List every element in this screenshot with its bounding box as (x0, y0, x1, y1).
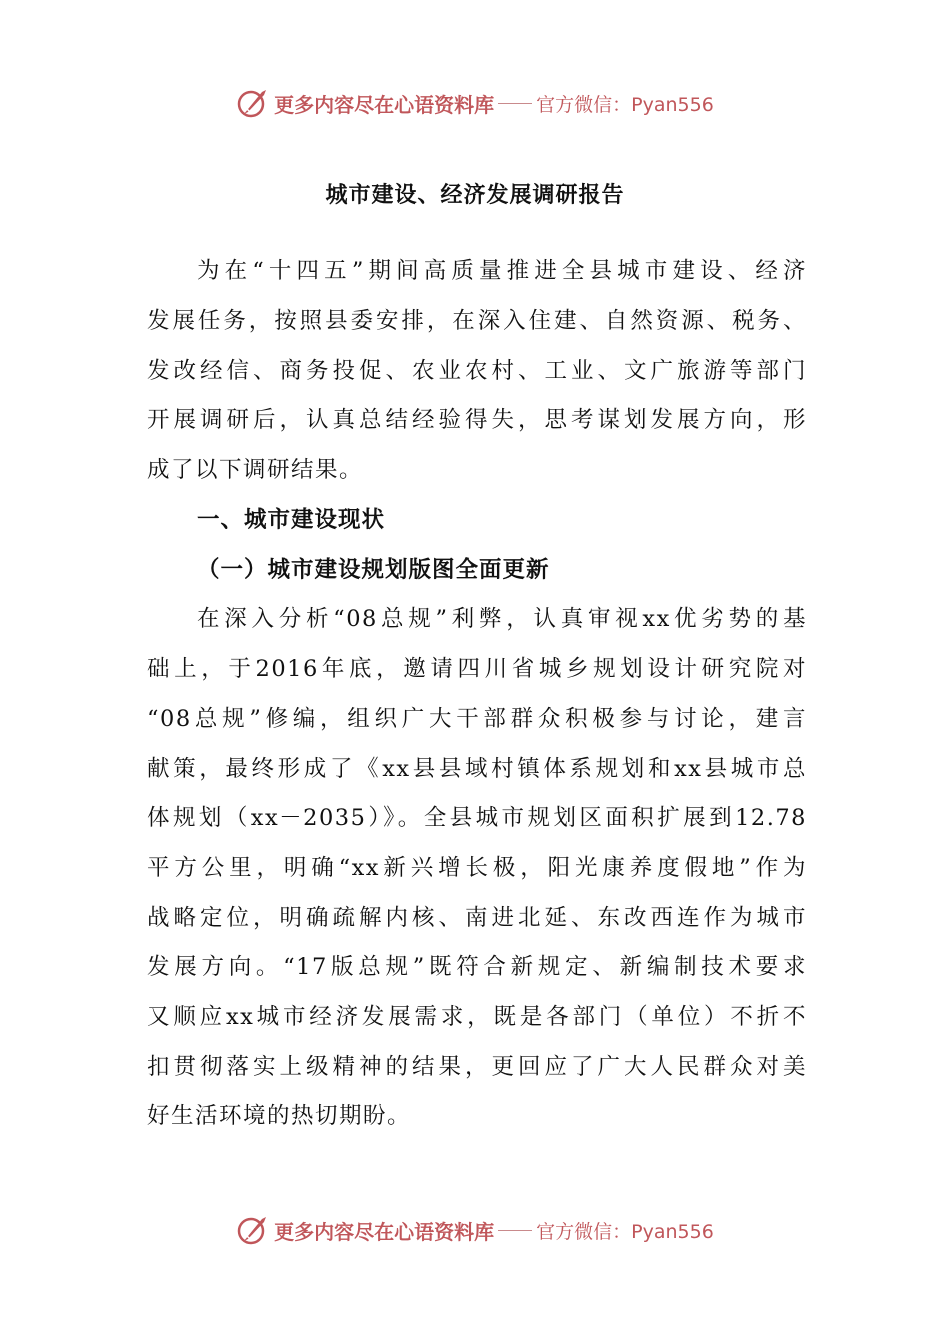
banner-text: 更多内容尽在心语资料库 (274, 1219, 495, 1244)
banner-dash (498, 1230, 532, 1231)
banner-wechat: 官方微信：Pyan556 (536, 93, 714, 116)
body-line: 础上，于2016年底，邀请四川省城乡规划设计研究院对 (147, 656, 807, 682)
document-title: 城市建设、经济发展调研报告 (325, 182, 625, 208)
body-line: 发展方向。“17版总规”既符合新规定、新编制技术要求 (147, 954, 807, 980)
body-line: 在深入分析“08总规”利弊，认真审视xx优劣势的基 (197, 606, 807, 632)
body-line: 战略定位，明确疏解内核、南进北延、东改西连作为城市 (147, 905, 807, 931)
body-line: 扣贯彻落实上级精神的结果，更回应了广大人民群众对美 (147, 1054, 807, 1080)
banner-dash (498, 103, 532, 104)
intro-line: 发改经信、商务投促、农业农村、工业、文广旅游等部门 (147, 358, 807, 384)
intro-line: 为在“十四五”期间高质量推进全县城市建设、经济 (197, 258, 807, 284)
footer-banner (0, 1208, 950, 1252)
body-line: 体规划（xx－2035）》。全县城市规划区面积扩展到12.78 (147, 805, 807, 831)
body-line: 好生活环境的热切期盼。 (147, 1103, 412, 1129)
subsection-heading: （一）城市建设规划版图全面更新 (197, 557, 550, 583)
header-banner (0, 81, 950, 125)
body-line: “08总规”修编，组织广大干部群众积极参与讨论，建言 (147, 706, 807, 732)
body-line: 献策，最终形成了《xx县县域村镇体系规划和xx县城市总 (147, 756, 807, 782)
intro-line: 发展任务，按照县委安排，在深入住建、自然资源、税务、 (147, 308, 807, 334)
banner-wechat: 官方微信：Pyan556 (536, 1220, 714, 1243)
body-line: 平方公里，明确“xx新兴增长极，阳光康养度假地”作为 (147, 855, 807, 881)
body-line: 又顺应xx城市经济发展需求，既是各部门（单位）不折不 (147, 1004, 807, 1030)
section-heading: 一、城市建设现状 (197, 507, 386, 533)
intro-line: 成了以下调研结果。 (147, 457, 364, 483)
quill-logo-icon (236, 86, 270, 120)
banner-text: 更多内容尽在心语资料库 (274, 92, 495, 117)
intro-line: 开展调研后，认真总结经验得失，思考谋划发展方向，形 (147, 407, 807, 433)
quill-logo-icon (236, 1213, 270, 1247)
